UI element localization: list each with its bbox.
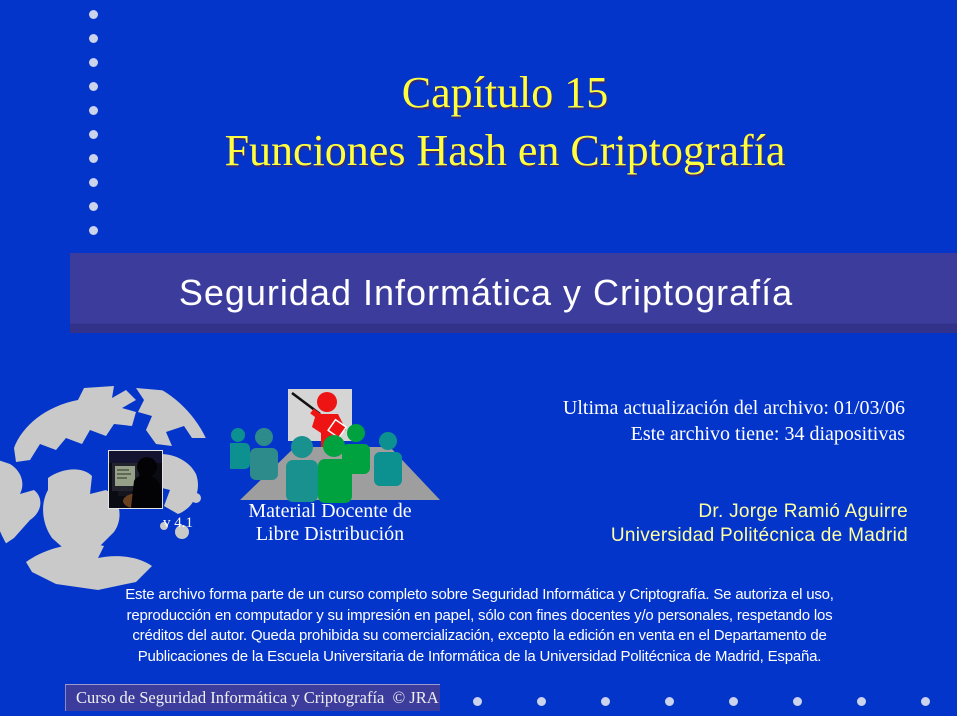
dot	[89, 202, 98, 211]
person-at-computer-photo	[108, 450, 163, 509]
slide-title	[55, 64, 955, 180]
license-line: Publicaciones de la Escuela Universitaria de Informática de la Universidad Politécnica de Madrid, España.	[137, 647, 822, 665]
dot	[857, 697, 866, 706]
dot	[793, 697, 802, 706]
bottom-dots-row	[473, 697, 930, 706]
dot	[89, 226, 98, 235]
file-info	[563, 395, 905, 447]
file-info-updated: Ultima actualización del archivo: 01/03/06	[562, 397, 905, 419]
license-line: Este archivo forma parte de un curso completo sobre Seguridad Informática y Criptografía. Se autoriza el uso,	[125, 586, 834, 603]
title-line-1: Capítulo 15	[401, 68, 609, 117]
material-caption	[225, 500, 435, 546]
subtitle-banner-text: Seguridad Informática y Criptografía	[178, 272, 794, 313]
file-info-slide-count: Este archivo tiene: 34 diapositivas	[630, 423, 905, 445]
title-line-2: Funciones Hash en Criptografía	[224, 126, 786, 175]
dot	[921, 697, 930, 706]
material-line-2: Libre Distribución	[255, 523, 405, 545]
footer-bar-text: Curso de Seguridad Informática y Criptografía © JRA	[76, 688, 439, 707]
footer-bar	[65, 684, 440, 711]
classroom-clipart	[230, 385, 440, 505]
license-paragraph	[52, 585, 907, 667]
version-label: v 4.1	[163, 515, 193, 531]
material-line-1: Material Docente de	[248, 500, 412, 522]
license-line: reproducción en computador y su impresión en papel, sólo con fines docentes y/o personales, respetando los	[126, 606, 833, 624]
subtitle-banner	[70, 253, 957, 333]
dot	[473, 697, 482, 706]
dot	[537, 697, 546, 706]
dot	[665, 697, 674, 706]
dot	[89, 10, 98, 19]
author-university: Universidad Politécnica de Madrid	[610, 525, 908, 546]
license-line: créditos del autor. Queda prohibida su comercialización, excepto la edición en venta en el Departamento de	[132, 627, 827, 644]
author-block	[611, 500, 908, 548]
author-name: Dr. Jorge Ramió Aguirre	[698, 501, 908, 522]
dot	[601, 697, 610, 706]
dot	[89, 34, 98, 43]
dot	[729, 697, 738, 706]
